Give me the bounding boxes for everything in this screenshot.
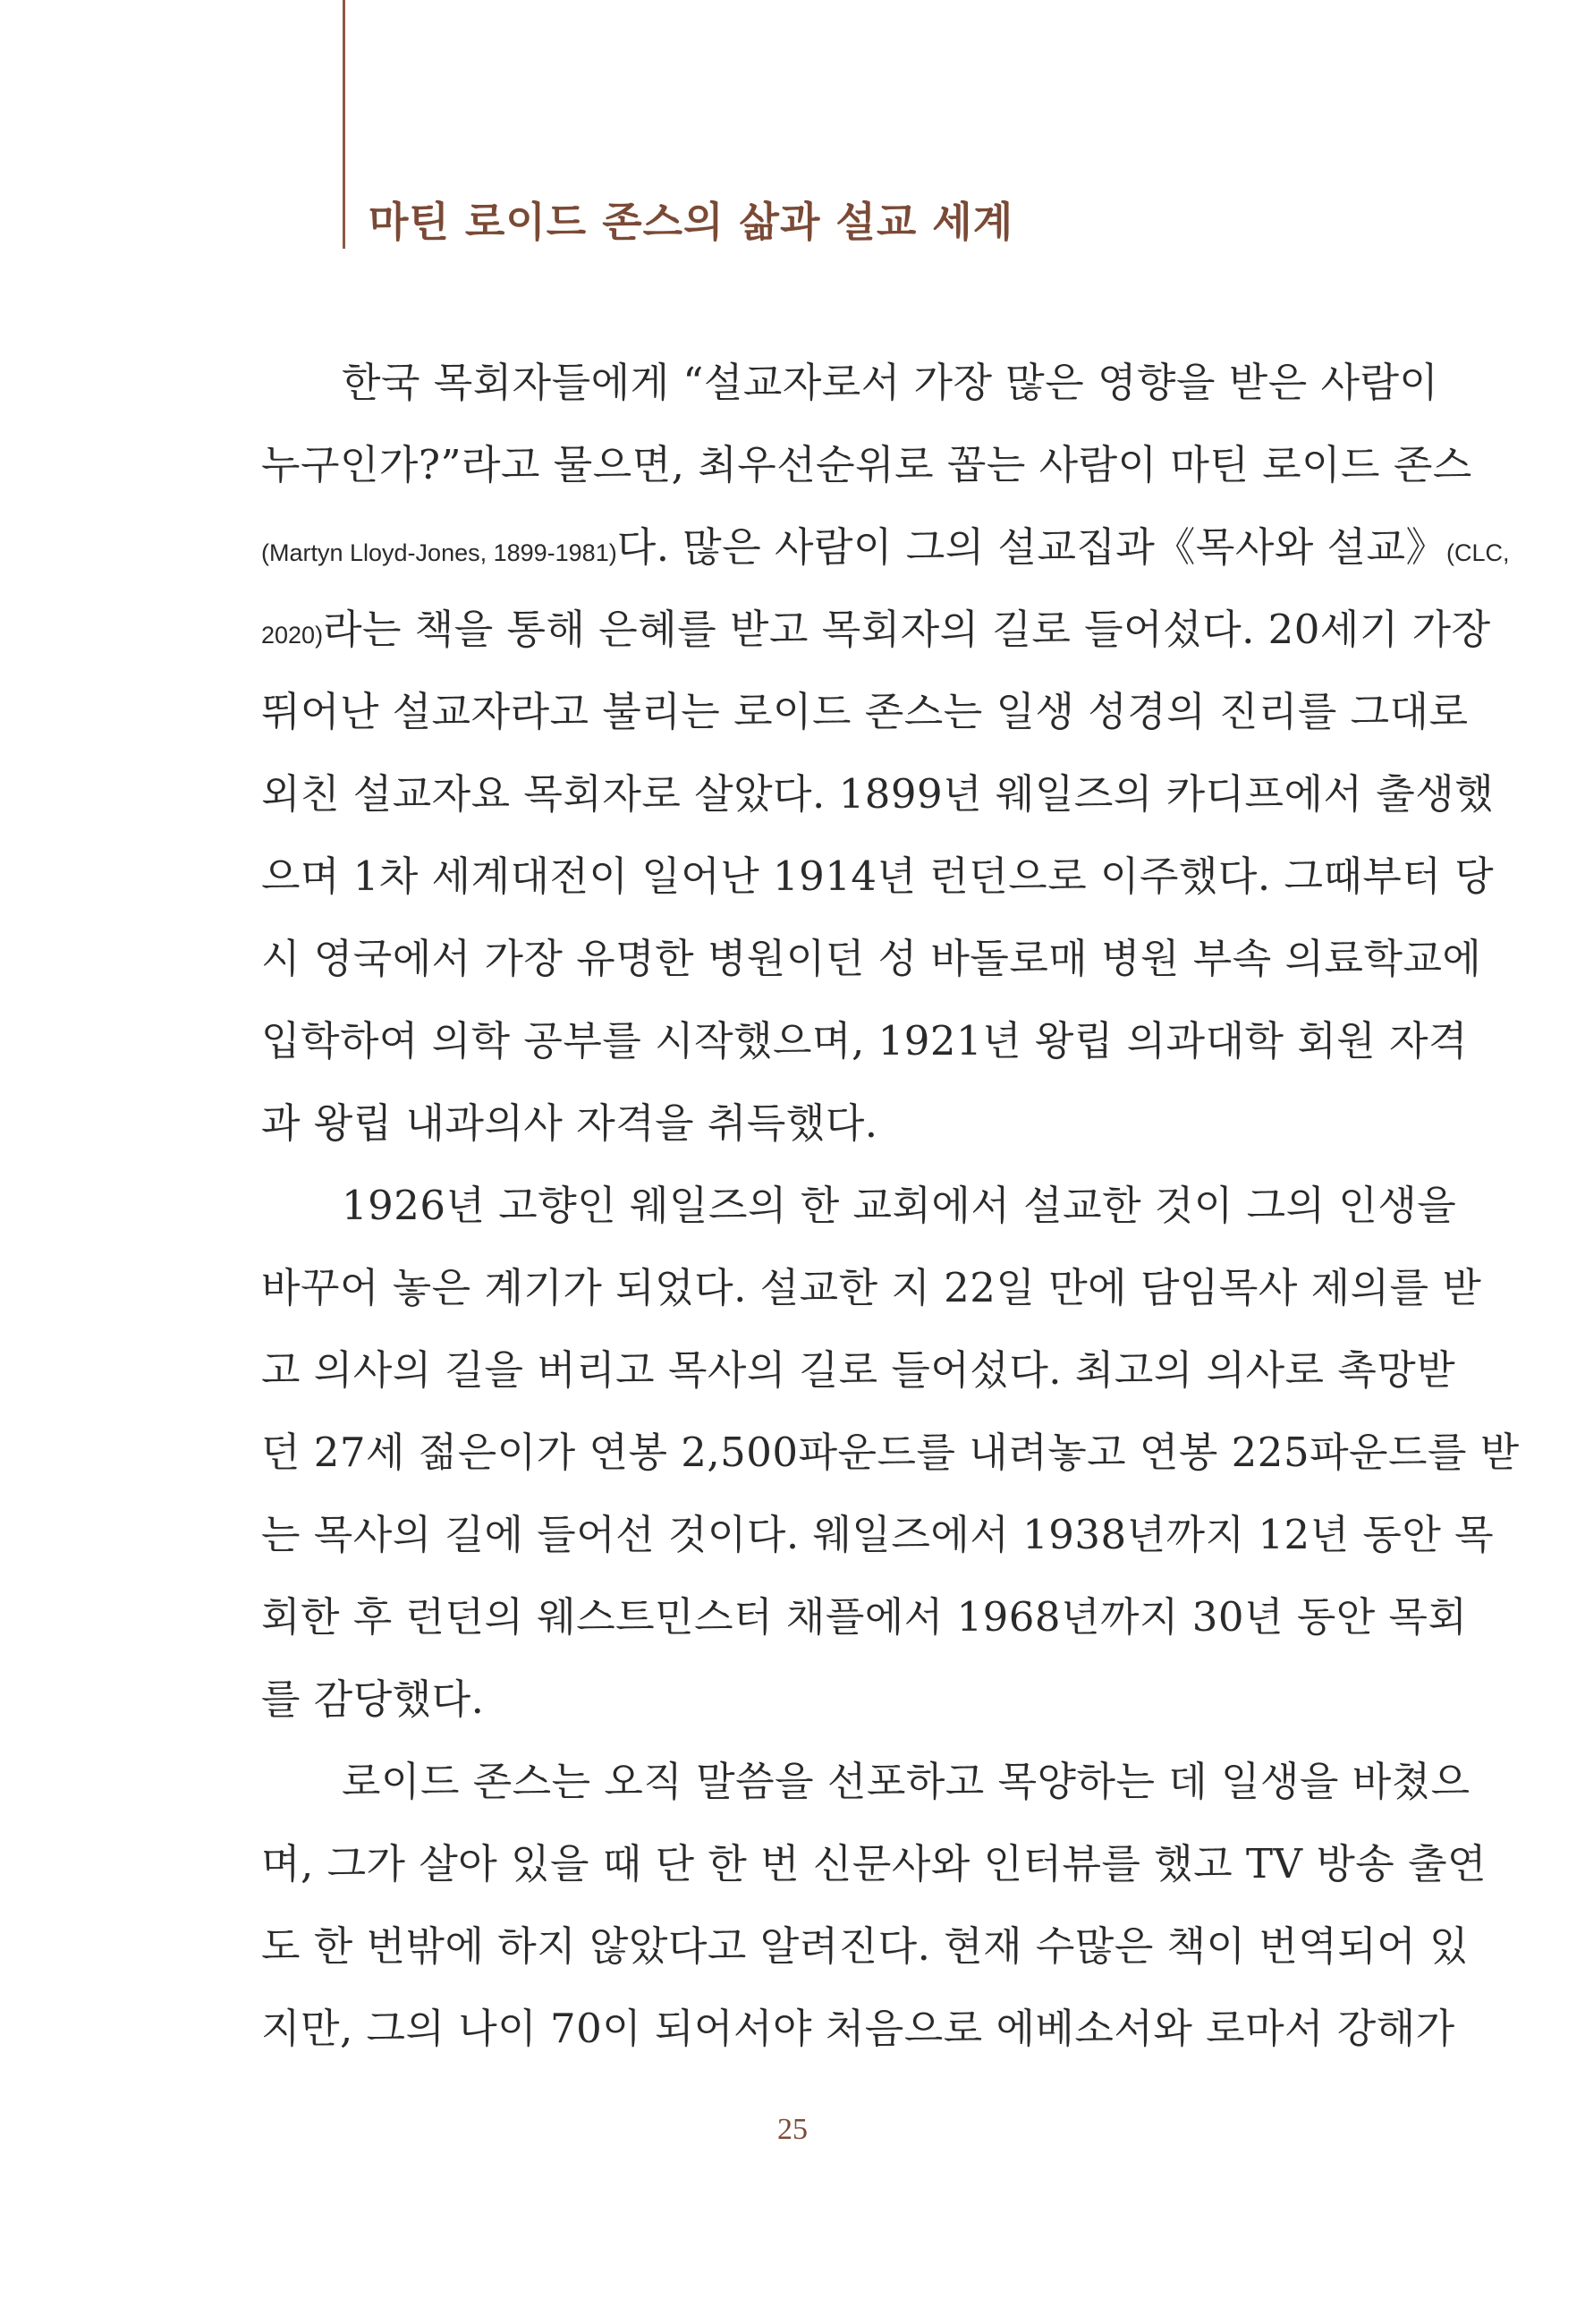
paragraph-line [261,589,1491,671]
paragraph-line: 바꾸어 놓은 계기가 되었다. 설교한 지 22일 만에 담임목사 제의를 받 [261,1264,1482,1311]
inline-note-year: 2020) [261,622,324,649]
paragraph-line: 한국 목회자들에게 “설교자로서 가장 많은 영향을 받은 사람이 [342,359,1439,406]
paragraph-line: 며, 그가 살아 있을 때 단 한 번 신문사와 인터뷰를 했고 TV 방송 출연 [261,1840,1488,1887]
paragraph-line: 뛰어난 설교자라고 불리는 로이드 존스는 일생 성경의 진리를 그대로 [261,688,1469,735]
paragraph-line: 도 한 번밖에 하지 않았다고 알려진다. 현재 수많은 책이 번역되어 있 [261,1922,1470,1970]
paragraph-line: 외친 설교자요 목회자로 살았다. 1899년 웨일즈의 카디프에서 출생했 [261,770,1495,818]
line-text: 라는 책을 통해 은혜를 받고 목회자의 길로 들어섰다. 20세기 가장 [323,606,1491,653]
paragraph-line: 는 목사의 길에 들어선 것이다. 웨일즈에서 1938년까지 12년 동안 목 [261,1511,1495,1558]
paragraph-line: 으며 1차 세계대전이 일어난 1914년 런던으로 이주했다. 그때부터 당 [261,852,1495,900]
paragraph-line: 시 영국에서 가장 유명한 병원이던 성 바돌로매 병원 부속 의료학교에 [261,935,1482,982]
paragraph-line: 로이드 존스는 오직 말씀을 선포하고 목양하는 데 일생을 바쳤으 [342,1758,1471,1805]
paragraph-line: 과 왕립 내과의사 자격을 취득했다. [261,1099,878,1147]
paragraph-line: 를 감당했다. [261,1675,485,1723]
paragraph-line: 지만, 그의 나이 70이 되어서야 처음으로 에베소서와 로마서 강해가 [261,2005,1455,2052]
paragraph-line: 1926년 고향인 웨일즈의 한 교회에서 설교한 것이 그의 인생을 [342,1182,1457,1229]
body-text [261,342,1520,2070]
paragraph-line: 던 27세 젊은이가 연봉 2,500파운드를 내려놓고 연봉 225파운드를 받 [261,1429,1520,1476]
inline-note-name: (Martyn Lloyd-Jones, 1899-1981) [261,539,617,566]
page-number: 25 [777,2113,808,2146]
paragraph-line: 회한 후 런던의 웨스트민스터 채플에서 1968년까지 30년 동안 목회 [261,1593,1468,1641]
paragraph-line: 고 의사의 길을 버리고 목사의 길로 들어섰다. 최고의 의사로 촉망받 [261,1346,1456,1394]
inline-note-publisher: (CLC, [1446,539,1510,566]
header-rule [343,0,345,249]
paragraph-line: 누구인가?”라고 물으면, 최우선순위로 꼽는 사람이 마틴 로이드 존스 [261,441,1472,488]
paragraph-line [261,506,1510,589]
running-header-title: 마틴 로이드 존스의 삶과 설교 세계 [369,198,1014,246]
paragraph-line: 입학하여 의학 공부를 시작했으며, 1921년 왕립 의과대학 회원 자격 [261,1017,1469,1064]
line-text: 다. 많은 사람이 그의 설교집과《목사와 설교》 [616,523,1447,571]
